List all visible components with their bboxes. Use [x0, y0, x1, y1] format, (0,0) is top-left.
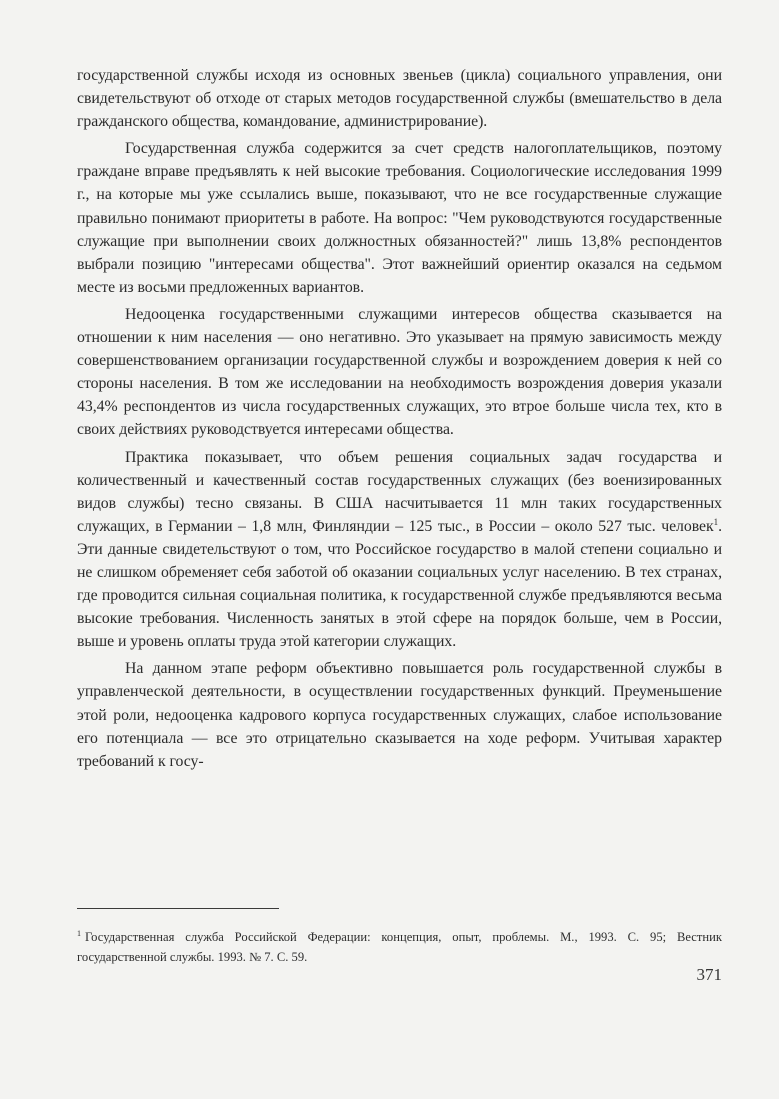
footnote	[77, 928, 722, 967]
paragraph-1: государственной службы исходя из основных звеньев (цикла) социального управления, они свидетельствуют об отходе от старых методов государственной службы (вмешательство в дела гражданского общества, командование, администрирование).	[77, 67, 722, 131]
footnote-divider	[77, 908, 279, 909]
page-number: 371	[696, 965, 722, 984]
paragraph-5: На данном этапе реформ объективно повышается роль государственной службы в управленческой деятельности, в осуществлении государственных функций. Преуменьшение этой роли, недооценка кадрового корпуса государственных служащих, слабое использование его потенциала — все это отрицательно сказывается на ходе реформ. Учитывая характер требований к госу-	[77, 660, 722, 770]
footnote-text: Государственная служба Российской Федерации: концепция, опыт, проблемы. М., 1993. С. 95; Вестник государственной службы. 1993. № 7. С. 59.	[77, 930, 722, 964]
footnote-reference[interactable]: 1	[713, 516, 719, 527]
paragraph-4-part-2: Эти данные свидетельствуют о том, что Российское государство в малой степени социально и не слишком обременяет себя заботой об оказании социальных услуг населению. В тех странах, где проводится сильная социальная политика, к государственной службе предъявляются весьма высокие требования. Численность занятых в этой сфере на порядок больше, чем в России, выше и уровень оплаты труда этой категории служащих.	[77, 540, 722, 651]
paragraph-4: Практика показывает, что объем решения социальных задач государства и количественный и качественный состав государственных служащих (без военизированных видов службы) тесно связаны. В США насчитывается 11 млн таких государственных служащих, в Германии – 1,8 млн, Финляндии – 125 тыс., в России – около 527 тыс. человек$^1$. Эти данные свидетельствуют о том, что Российское государство в малой степени социально и не слишком обременяет себя заботой об оказании социальных услуг населению. В тех странах, где проводится сильная социальная политика, к государственной службе предъявляются весьма высокие требования. Численность занятых в этой сфере на порядок больше, чем в России, выше и уровень оплаты труда этой категории служащих.	[77, 448, 722, 651]
paragraph-4-part-1: Практика показывает, что объем решения социальных задач государства и количественный и качественный состав государственных служащих (без военизированных видов службы) тесно связаны. В США насчитывается 11 млн таких государственных служащих, в Германии – 1,8 млн, Финляндии – 125 тыс., в России – около 527 тыс. человек	[77, 448, 722, 535]
footnote-mark: 1	[77, 929, 81, 938]
body-text	[77, 64, 722, 773]
paragraph-2: Государственная служба содержится за счет средств налогоплательщиков, поэтому граждане вправе предъявлять к ней высокие требования. Социологические исследования 1999 г., на которые мы уже ссылались выше, показывают, что не все государственные служащие правильно понимают приоритеты в работе. На вопрос: "Чем руководствуются государственные служащие при выполнении своих должностных обязанностей?" лишь 13,8% респондентов выбрали позицию "интересами общества". Этот важнейший ориентир оказался на седьмом месте из восьми предложенных вариантов.	[77, 140, 722, 296]
paragraph-3: Недооценка государственными служащими интересов общества сказывается на отношении к ним населения — оно негативно. Это указывает на прямую зависимость между совершенствованием организации государственной службы и возрождением доверия к ней со стороны населения. В том же исследовании на необходимость возрождения доверия указали 43,4% респондентов из числа государственных служащих, это втрое больше числа тех, кто в своих действиях руководствуется интересами общества.	[77, 305, 722, 439]
